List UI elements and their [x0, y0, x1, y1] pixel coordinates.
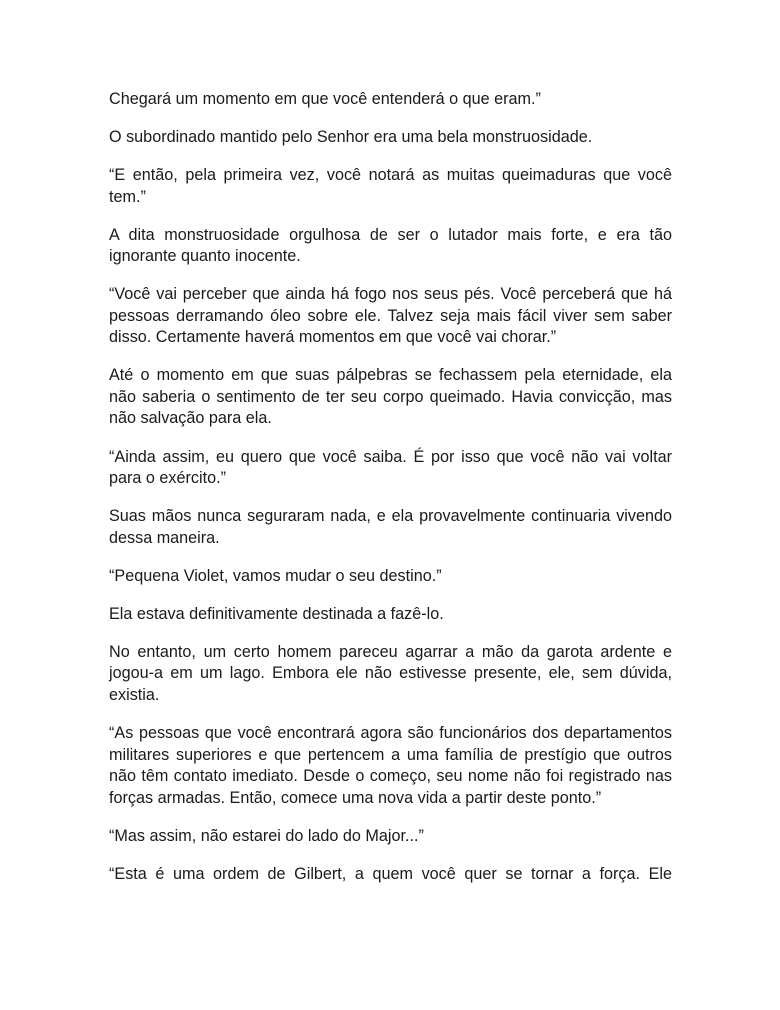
paragraph-4: A dita monstruosidade orgulhosa de ser o lutador mais forte, e era tão ignorante quanto inocente.: [109, 225, 672, 266]
paragraph-11: No entanto, um certo homem pareceu agarrar a mão da garota ardente e jogou-a em um lago. Embora ele não estivesse presente, ele, sem dúvida, existia.: [109, 642, 672, 704]
paragraph-1: Chegará um momento em que você entenderá o que eram.”: [109, 90, 541, 108]
paragraph-7: “Ainda assim, eu quero que você saiba. É por isso que você não vai voltar para o exército.”: [109, 447, 672, 488]
paragraph-3: “E então, pela primeira vez, você notará as muitas queimaduras que você tem.”: [109, 166, 672, 206]
paragraph-10: Ela estava definitivamente destinada a fazê-lo.: [109, 604, 444, 623]
paragraph-12: “As pessoas que você encontrará agora são funcionários dos departamentos militares superiores e que pertencem a uma família de prestígio que outros não têm contato imediato. Desde o começo, seu nome não foi registrado nas forças armadas. Então, comece uma nova vida a partir deste ponto.”: [109, 724, 672, 807]
paragraph-13: “Mas assim, não estarei do lado do Major...”: [109, 826, 424, 845]
document-page: [109, 89, 672, 902]
paragraph-5: “Você vai perceber que ainda há fogo nos seus pés. Você perceberá que há pessoas derramando óleo sobre ele. Talvez seja mais fácil viver sem saber disso. Certamente haverá momentos em que você vai chorar.”: [109, 285, 672, 347]
paragraph-14: “Esta é uma ordem de Gilbert, a quem você quer se tornar a força. Ele: [109, 864, 672, 883]
paragraph-2: O subordinado mantido pelo Senhor era uma bela monstruosidade.: [109, 128, 593, 147]
paragraph-6: Até o momento em que suas pálpebras se fechassem pela eternidade, ela não saberia o sentimento de ter seu corpo queimado. Havia convicção, mas não salvação para ela.: [109, 366, 672, 428]
paragraph-9: “Pequena Violet, vamos mudar o seu destino.”: [109, 566, 442, 585]
paragraph-8: Suas mãos nunca seguraram nada, e ela provavelmente continuaria vivendo dessa maneira.: [109, 507, 672, 547]
